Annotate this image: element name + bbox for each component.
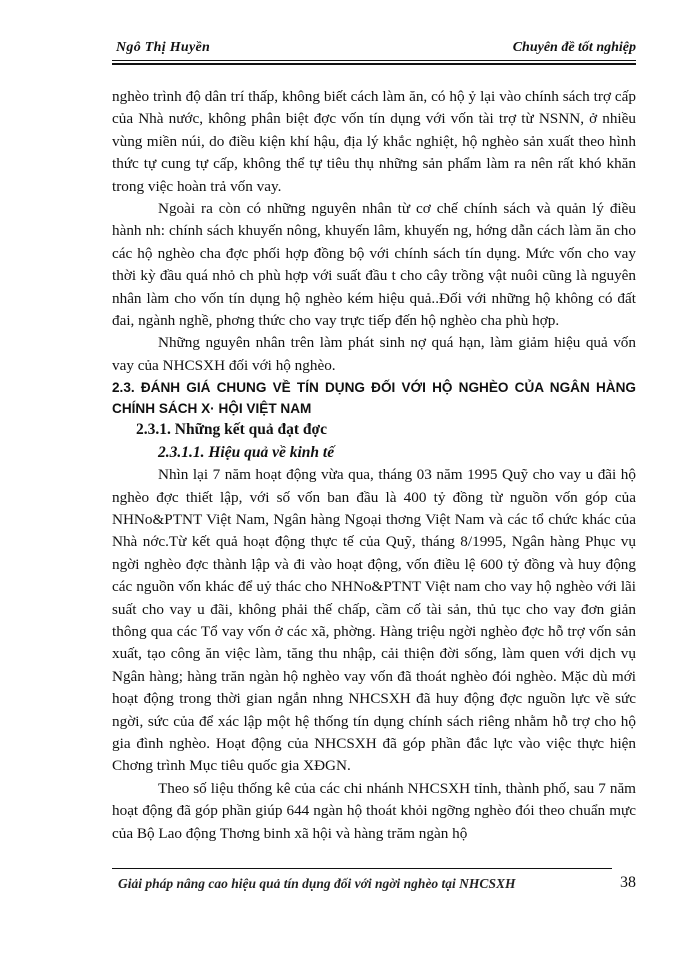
page-body xyxy=(112,86,636,845)
paragraph-statistics: Theo số liệu thống kê của các chi nhánh NHCSXH tỉnh, thành phố, sau 7 năm hoạt động đã góp phần giúp 644 ngàn hộ thoát khỏi ngỡng nghèo đói theo chuẩn mực của Bộ Lao động Thơng binh xã hội và hàng trăm ngàn hộ xyxy=(112,779,636,842)
page-footer xyxy=(112,874,636,898)
subsection-heading: 2.3.1. Những kết quả đạt đợc xyxy=(136,421,328,439)
page-header xyxy=(112,40,636,62)
paragraph-continued: nghèo trình độ dân trí thấp, không biết cách làm ăn, có hộ ỷ lại vào chính sách trợ cấp của Nhà nước, không phân biệt đợc vốn tín dụng với vốn tài trợ từ NSNN, ở nhiều vùng miền núi, do điều kiện khí hậu, địa lý khắc nghiệt, hộ nghèo sản xuất theo hình thức tự cung tự cấp, không thể tự tiêu thụ những sản phẩm làm ra nên rất khó khăn trong việc hoàn trả vốn vay. xyxy=(112,88,636,195)
footer-rule xyxy=(112,868,612,869)
section-heading: 2.3. ĐÁNH GIÁ CHUNG VỀ TÍN DỤNG ĐỐI VỚI HỘ NGHÈO CỦA NGÂN HÀNG CHÍNH SÁCH X· HỘI VIỆT NAM xyxy=(112,380,636,417)
page-number: 38 xyxy=(620,874,636,891)
subsubsection-heading: 2.3.1.1. Hiệu quả về kinh tế xyxy=(158,443,335,461)
paragraph-history: Nhìn lại 7 năm hoạt động vừa qua, tháng 03 năm 1995 Quỹ cho vay u đãi hộ nghèo đợc thiết lập, với số vốn ban đầu là 400 tỷ đồng từ nguồn vốn góp của NHNo&PTNT Việt Nam, Ngân hàng Ngoại thơng Việt Nam và các tổ chức khác của Nhà nớc.Từ kết quả hoạt động thực tế của Quỹ, tháng 8/1995, Ngân hàng Phục vụ ngời nghèo đợc thành lập và đi vào hoạt động, vốn điều lệ 600 tỷ đồng và huy động các nguồn vốn khác để uỷ thác cho NHNo&PTNT Việt nam cho vay hộ nghèo với lãi suất cho vay u đãi, không phải thế chấp, cầm cố tài sản, thủ tục cho vay đơn giản thông qua các Tổ vay vốn ở các xã, phờng. Hàng triệu ngời nghèo đợc hỗ trợ vốn sản xuất, tạo công ăn việc làm, tăng thu nhập, cải thiện đời sống, làm quen với dịch vụ Ngân hàng; hàng trăn ngàn hộ nghèo vay vốn đã thoát nghèo đói nghèo. Mặc dù mới hoạt động trong thời gian ngắn nhng NHCSXH đã huy động đợc nguồn lực về sức ngời, sức của để xác lập một hệ thống tín dụng chính sách riêng nhằm hỗ trợ cho hộ gia đình nghèo. Hoạt động của NHCSXH đã góp phần đắc lực vào việc thực hiện Chơng trình Mục tiêu quốc gia XĐGN. xyxy=(112,466,636,775)
paragraph-consequence: Những nguyên nhân trên làm phát sinh nợ quá hạn, làm giảm hiệu quả vốn vay của NHCSXH đối với hộ nghèo. xyxy=(112,334,636,374)
footer-title: Giải pháp nâng cao hiệu quả tín dụng đối với ngời nghèo tại NHCSXH xyxy=(118,876,516,891)
header-doc-type: Chuyên đề tốt nghiệp xyxy=(512,40,636,55)
header-author: Ngô Thị Huyền xyxy=(116,40,211,55)
paragraph-causes: Ngoài ra còn có những nguyên nhân từ cơ chế chính sách và quản lý điều hành nh: chính sách khuyến nông, khuyến lâm, khuyến ng, hớng dẫn cách làm ăn cho các hộ nghèo cha đợc phối hợp đồng bộ với chính sách tín dụng. Mức vốn cho vay thời kỳ đầu quá nhỏ ch phù hợp với suất đầu t cho cây trồng vật nuôi cũng là nguyên nhân làm cho vốn tín dụng hộ nghèo kém hiệu quả..Đối với những hộ không có đất đai, ngành nghề, phơng thức cho vay trực tiếp đến hộ nghèo cha phù hợp. xyxy=(112,200,636,330)
header-rule xyxy=(112,60,636,65)
